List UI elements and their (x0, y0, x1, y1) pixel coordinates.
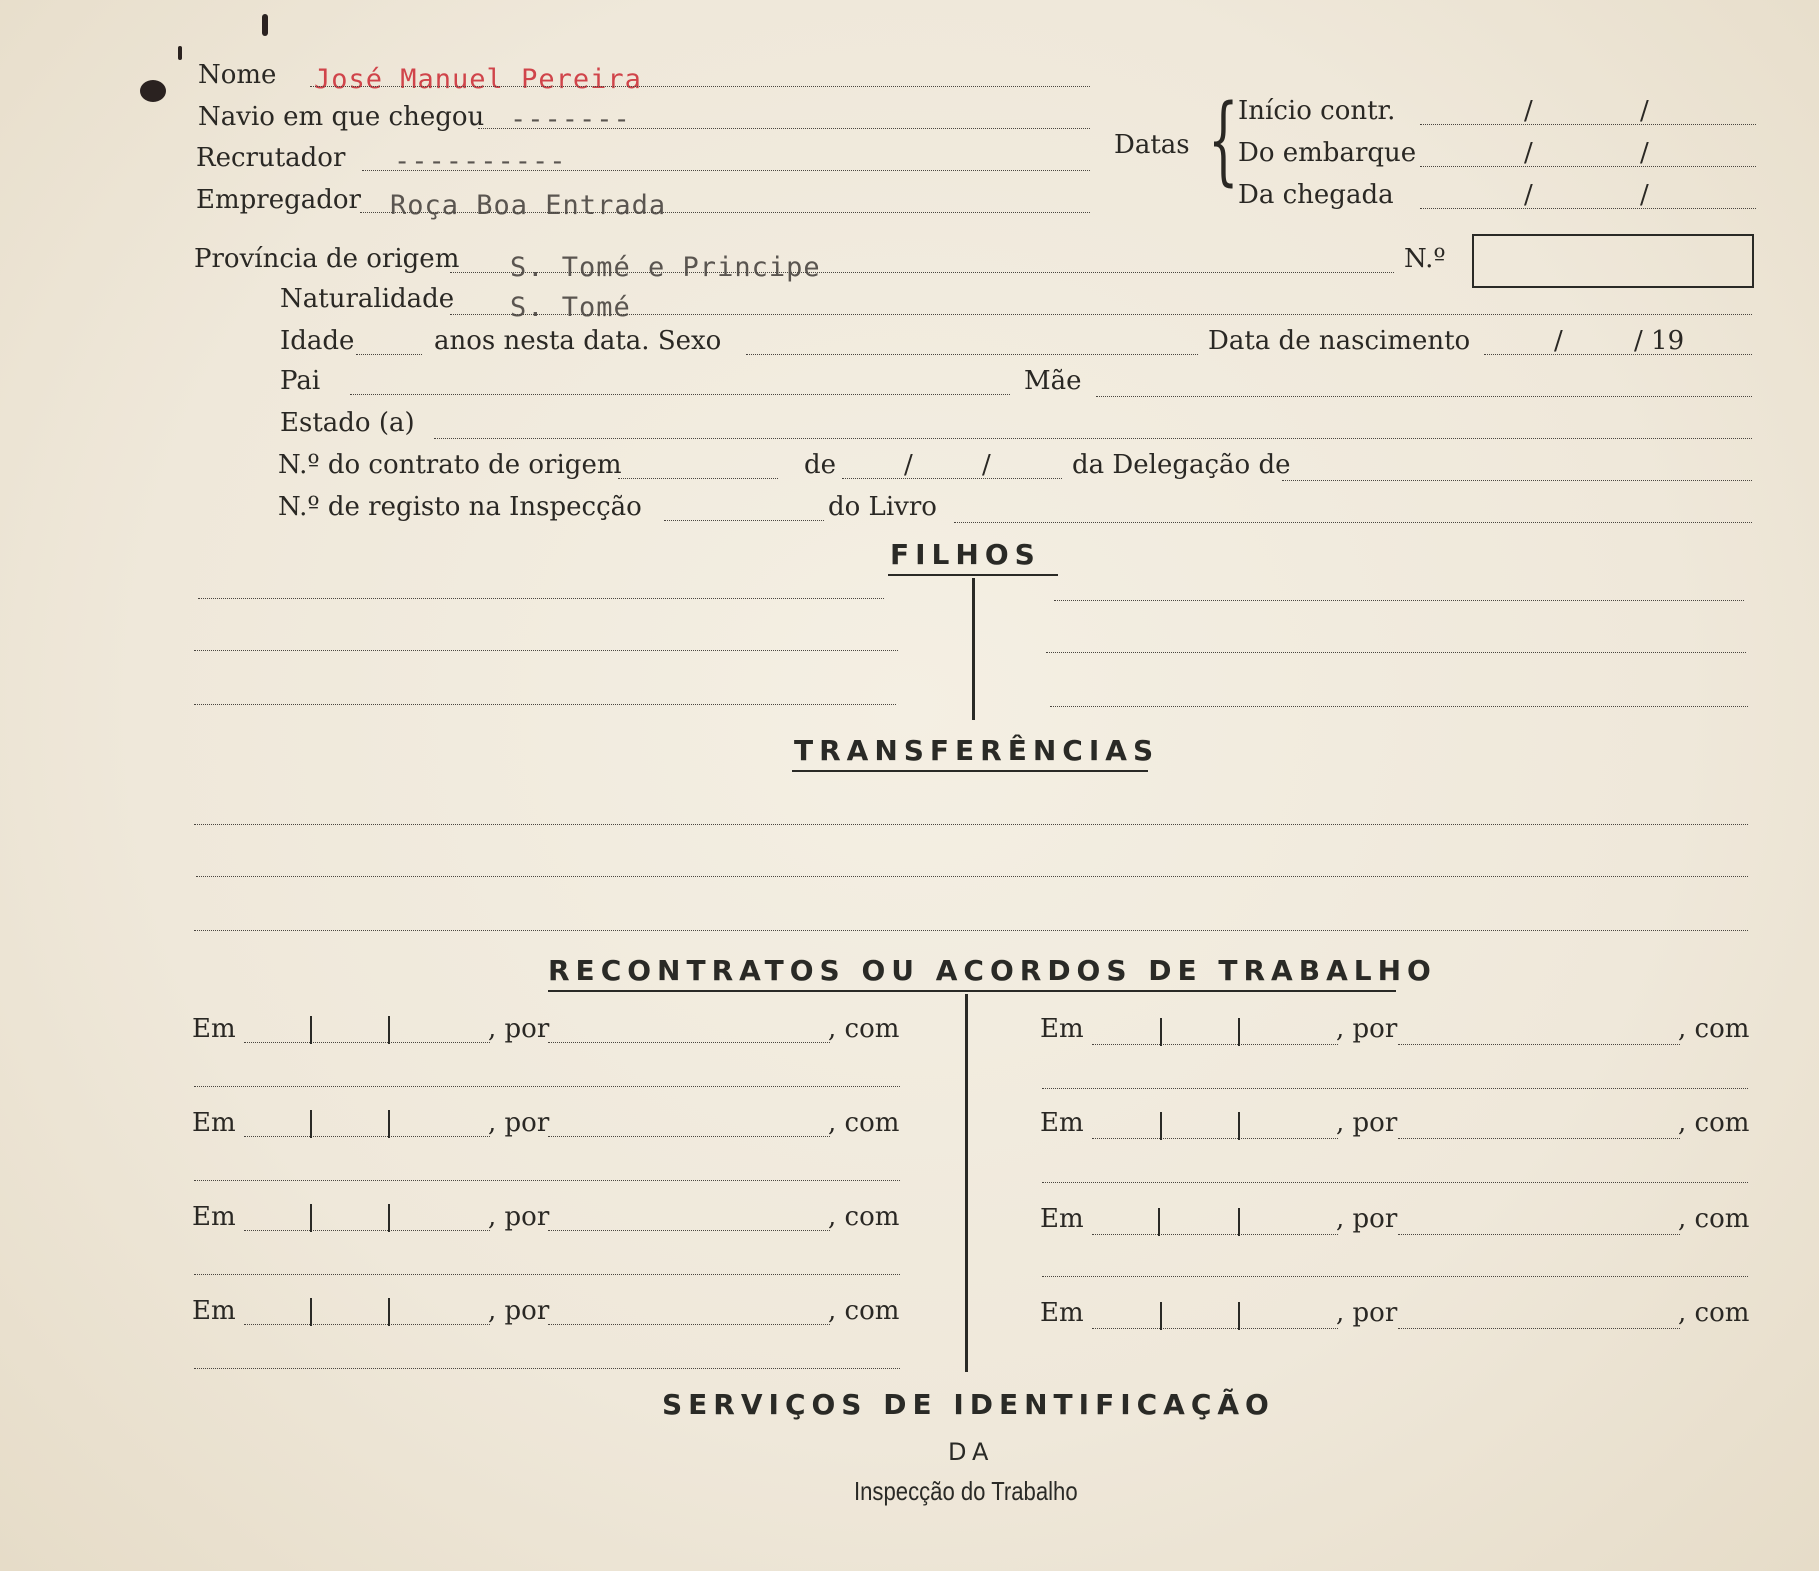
footer-title: SERVIÇOS DE IDENTIFICAÇÃO (662, 1388, 1275, 1421)
filhos-line-left (194, 650, 898, 651)
date-separator (310, 1204, 312, 1232)
date-separator (1160, 1302, 1162, 1330)
date-separator (1160, 1018, 1162, 1046)
registo-line (664, 520, 824, 521)
inicio-slash-1: / (1524, 96, 1533, 126)
com-line (1042, 1088, 1748, 1089)
em-date-line (244, 1324, 490, 1325)
em-label: Em (1040, 1204, 1084, 1234)
com-label: , com (1678, 1204, 1750, 1234)
filhos-line-right (1050, 706, 1748, 707)
por-label: , por (488, 1296, 550, 1326)
empregador-line (360, 212, 1090, 213)
delegacao-line (1282, 480, 1752, 481)
date-separator (1160, 1112, 1162, 1140)
ink-stain (262, 14, 268, 36)
em-label: Em (192, 1014, 236, 1044)
date-separator (388, 1016, 390, 1044)
transferencias-underline (792, 770, 1148, 772)
em-label: Em (1040, 1108, 1084, 1138)
por-line (1398, 1044, 1680, 1045)
em-date-line (244, 1230, 490, 1231)
navio-label: Navio em que chegou (198, 102, 485, 132)
com-label: , com (1678, 1108, 1750, 1138)
com-line (194, 1368, 900, 1369)
nome-line (310, 86, 1090, 87)
contrato-date-line (842, 478, 1062, 479)
ink-stain (178, 46, 182, 60)
em-date-line (244, 1042, 490, 1043)
em-label: Em (1040, 1014, 1084, 1044)
footer-inspeccao: Inspecção do Trabalho (854, 1476, 1078, 1506)
com-label: , com (828, 1108, 900, 1138)
estado-line (434, 438, 1752, 439)
nome-value: José Manuel Pereira (314, 64, 642, 95)
inicio-label: Início contr. (1238, 96, 1396, 126)
com-line (194, 1274, 900, 1275)
anos-sexo-label: anos nesta data. Sexo (434, 326, 722, 356)
filhos-line-left (194, 704, 896, 705)
naturalidade-label: Naturalidade (280, 284, 455, 314)
mae-label: Mãe (1024, 366, 1082, 396)
date-separator (1238, 1302, 1240, 1330)
filhos-line-right (1054, 600, 1744, 601)
chegada-line (1420, 208, 1756, 209)
em-label: Em (192, 1202, 236, 1232)
contrato-slash-2: / (982, 450, 991, 480)
por-line (1398, 1234, 1680, 1235)
naturalidade-value: S. Tomé (510, 292, 631, 323)
contrato-label: N.º do contrato de origem (278, 450, 622, 480)
embarque-slash-2: / (1640, 138, 1649, 168)
com-line (1042, 1276, 1748, 1277)
date-separator (310, 1016, 312, 1044)
com-line (1042, 1182, 1748, 1183)
com-line (194, 1180, 900, 1181)
date-separator (310, 1110, 312, 1138)
recontratos-divider (965, 994, 968, 1372)
por-line (548, 1230, 830, 1231)
filhos-line-left (198, 598, 884, 599)
datas-label: Datas (1114, 130, 1190, 160)
recrutador-value: ---------- (394, 146, 567, 177)
em-date-line (1092, 1138, 1338, 1139)
delegacao-label: da Delegação de (1072, 450, 1291, 480)
em-label: Em (192, 1296, 236, 1326)
date-separator (1238, 1208, 1240, 1236)
idade-line (356, 354, 422, 355)
chegada-slash-2: / (1640, 180, 1649, 210)
numero-label: N.º (1404, 244, 1446, 274)
chegada-slash-1: / (1524, 180, 1533, 210)
pai-line (350, 394, 1010, 395)
navio-line (478, 128, 1090, 129)
filhos-line-right (1046, 652, 1746, 653)
naturalidade-line (450, 314, 1752, 315)
em-label: Em (192, 1108, 236, 1138)
numero-box (1472, 234, 1754, 288)
por-label: , por (1336, 1298, 1398, 1328)
sexo-line (746, 354, 1198, 355)
transferencias-line (194, 930, 1748, 931)
recrutador-label: Recrutador (196, 143, 346, 173)
em-date-line (1092, 1328, 1338, 1329)
em-date-line (1092, 1044, 1338, 1045)
transferencias-line (196, 876, 1748, 877)
por-label: , por (488, 1108, 550, 1138)
datas-brace: { (1208, 84, 1239, 196)
recrutador-line (362, 170, 1090, 171)
em-date-line (1092, 1234, 1338, 1235)
nome-label: Nome (198, 60, 277, 90)
com-label: , com (828, 1296, 900, 1326)
contrato-slash-1: / (904, 450, 913, 480)
por-line (548, 1042, 830, 1043)
embarque-label: Do embarque (1238, 138, 1417, 168)
chegada-label: Da chegada (1238, 180, 1394, 210)
provincia-line (450, 272, 1394, 273)
por-label: , por (1336, 1014, 1398, 1044)
pai-label: Pai (280, 366, 321, 396)
nascimento-slash: / (1554, 326, 1563, 356)
registo-label: N.º de registo na Inspecção (278, 492, 642, 522)
por-label: , por (1336, 1204, 1398, 1234)
por-label: , por (488, 1014, 550, 1044)
filhos-divider (972, 578, 975, 720)
provincia-label: Província de origem (194, 244, 460, 274)
filhos-heading: FILHOS (890, 538, 1041, 571)
por-label: , por (1336, 1108, 1398, 1138)
contrato-de-label: de (804, 450, 837, 480)
transferencias-heading: TRANSFERÊNCIAS (794, 734, 1160, 767)
contrato-line (618, 478, 778, 479)
embarque-line (1420, 166, 1756, 167)
date-separator (388, 1298, 390, 1326)
com-line (194, 1086, 900, 1087)
mae-line (1096, 396, 1752, 397)
em-label: Em (1040, 1298, 1084, 1328)
idade-label: Idade (280, 326, 355, 356)
livro-line (954, 522, 1752, 523)
por-label: , por (488, 1202, 550, 1232)
ink-stain (140, 80, 166, 102)
date-separator (1238, 1112, 1240, 1140)
date-separator (1158, 1208, 1160, 1236)
nascimento-label: Data de nascimento (1208, 326, 1471, 356)
inicio-line (1420, 124, 1756, 125)
date-separator (388, 1110, 390, 1138)
com-label: , com (828, 1202, 900, 1232)
provincia-value: S. Tomé e Principe (510, 252, 821, 283)
por-line (1398, 1138, 1680, 1139)
nascimento-line (1484, 354, 1752, 355)
inicio-slash-2: / (1640, 96, 1649, 126)
em-date-line (244, 1136, 490, 1137)
date-separator (310, 1298, 312, 1326)
com-label: , com (828, 1014, 900, 1044)
embarque-slash-1: / (1524, 138, 1533, 168)
por-line (1398, 1328, 1680, 1329)
navio-value: ------- (510, 104, 631, 135)
por-line (548, 1324, 830, 1325)
transferencias-line (194, 824, 1748, 825)
date-separator (1238, 1018, 1240, 1046)
date-separator (388, 1204, 390, 1232)
livro-label: do Livro (828, 492, 937, 522)
recontratos-heading: RECONTRATOS OU ACORDOS DE TRABALHO (548, 954, 1437, 987)
footer-da: DA (948, 1438, 995, 1466)
estado-label: Estado (a) (280, 408, 415, 438)
empregador-label: Empregador (196, 185, 361, 215)
nascimento-year-prefix: / 19 (1634, 326, 1685, 356)
por-line (548, 1136, 830, 1137)
filhos-underline (888, 574, 1058, 576)
com-label: , com (1678, 1014, 1750, 1044)
recontratos-underline (548, 990, 1396, 992)
com-label: , com (1678, 1298, 1750, 1328)
empregador-value: Roça Boa Entrada (390, 190, 667, 221)
